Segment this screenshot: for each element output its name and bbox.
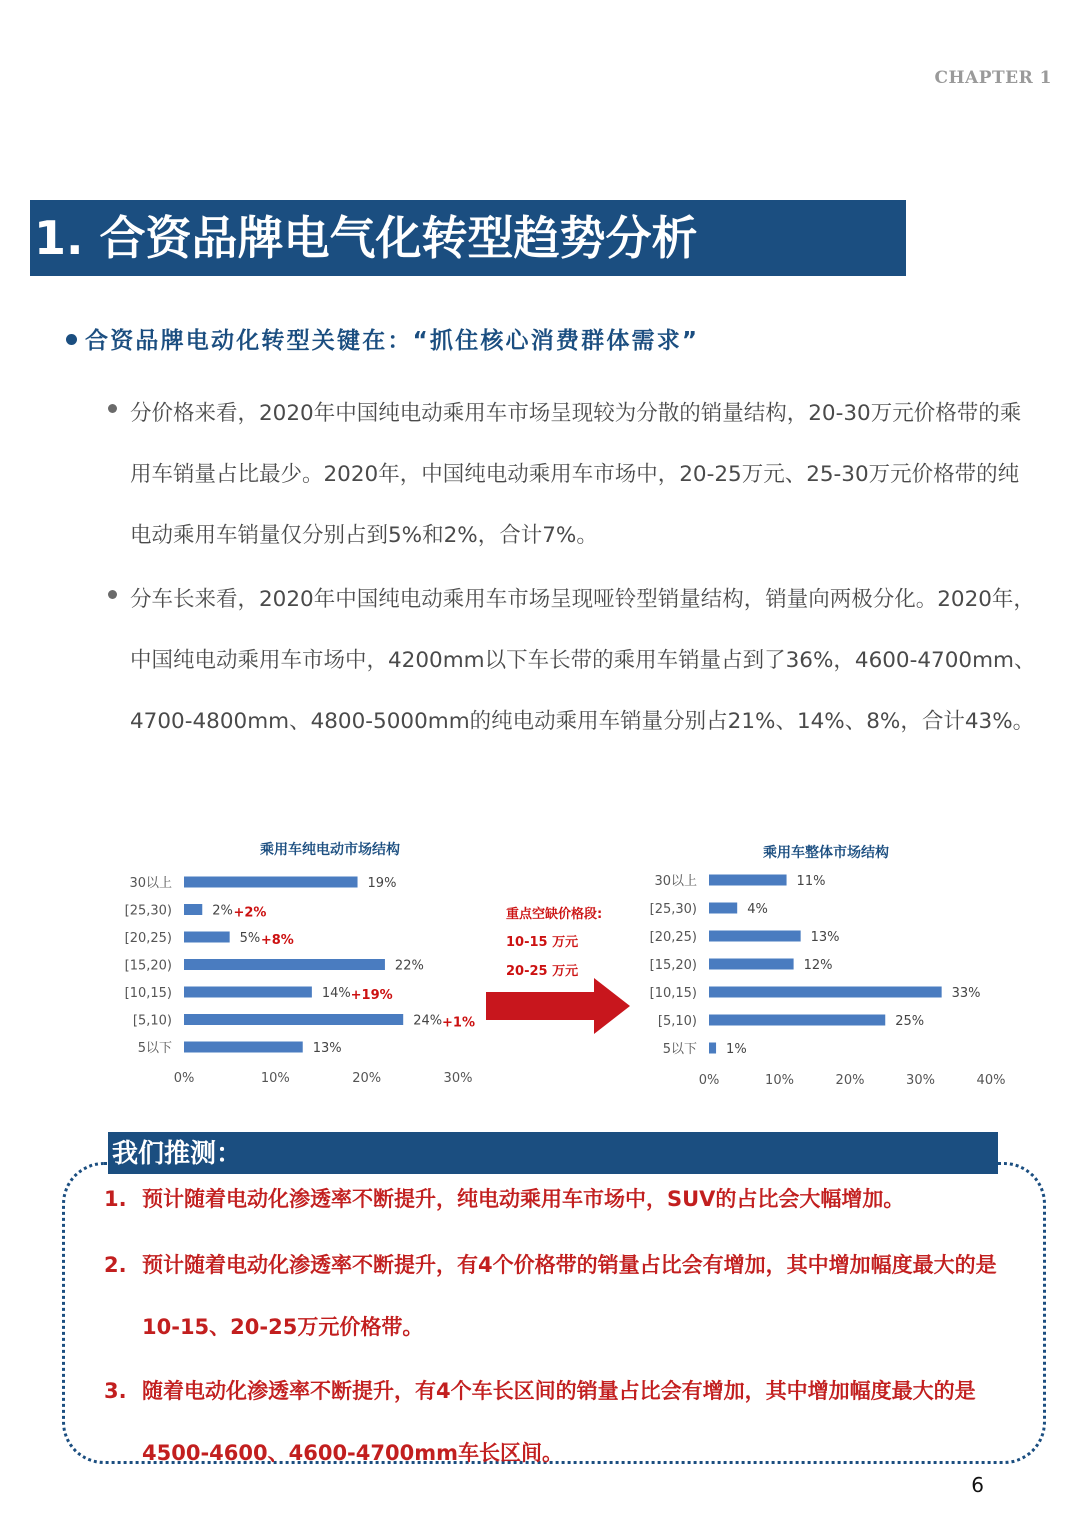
bullet-dot-icon [66, 334, 77, 345]
x-tick-label: 20% [835, 1073, 865, 1088]
bar [184, 987, 312, 998]
x-tick-label: 10% [765, 1073, 794, 1088]
key-point-heading [66, 322, 699, 355]
key-point-text: 合资品牌电动化转型关键在：“抓住核心消费群体需求” [85, 328, 700, 354]
change-annotation: +8% [260, 933, 294, 948]
bar [184, 1014, 403, 1025]
category-label: [5,10) [132, 1013, 172, 1029]
prediction-item [104, 1360, 1034, 1484]
x-tick-label: 30% [906, 1073, 935, 1088]
bar [184, 904, 202, 915]
chart-title: 乘用车纯电动市场结构 [260, 842, 400, 858]
page-title: 1. 合资品牌电气化转型趋势分析 [34, 211, 698, 265]
chapter-label: CHAPTER 1 [934, 68, 1052, 88]
bar [709, 1015, 885, 1026]
value-label: 11% [796, 874, 826, 889]
category-label: [20,25) [649, 930, 697, 945]
gap-note-label: 重点空缺价格段: [506, 907, 603, 922]
prediction-item [104, 1234, 1034, 1358]
value-label: 13% [810, 930, 840, 945]
bullet-price-text: 分价格来看，2020年中国纯电动乘用车市场呈现较为分散的销量结构，20-30万元价格带的乘用车销量占比最少。2020年，中国纯电动乘用车市场中，20-25万元、25-30万元价格带的纯电动乘用车销量仅分别占到5%和2%，合计7%。 [130, 401, 1022, 548]
category-label: 5以下 [662, 1042, 697, 1057]
bar [184, 1042, 303, 1053]
category-label: [15,20) [124, 958, 172, 974]
category-label: 30以上 [129, 876, 172, 891]
bar [184, 959, 385, 970]
value-label: 19% [367, 876, 397, 891]
overall-market-structure-chart [640, 834, 1020, 1094]
prediction-number: 2. [104, 1253, 127, 1277]
prediction-text: 预计随着电动化渗透率不断提升，有4个价格带的销量占比会有增加，其中增加幅度最大的是10-15、20-25万元价格带。 [142, 1253, 997, 1339]
category-label: 30以上 [654, 874, 697, 889]
value-label: 14% [321, 986, 351, 1001]
prediction-number: 1. [104, 1187, 127, 1211]
bar [709, 875, 787, 886]
gap-note-item: 20-25 万元 [506, 964, 579, 979]
bullet-price [108, 383, 1038, 566]
category-label: [25,30) [649, 902, 697, 917]
category-label: 5以下 [137, 1041, 172, 1056]
bar [709, 931, 801, 942]
value-label: 2% [212, 903, 233, 919]
category-label: [5,10) [657, 1014, 697, 1029]
x-tick-label: 40% [976, 1073, 1006, 1088]
bullet-icon [108, 404, 117, 413]
x-tick-label: 20% [352, 1071, 382, 1086]
value-label: 24% [413, 1013, 443, 1029]
bar [709, 987, 942, 998]
bar [184, 877, 358, 888]
value-label: 13% [312, 1041, 342, 1056]
right-arrow-icon [486, 978, 630, 1034]
page-number: 6 [971, 1473, 984, 1497]
value-label: 1% [726, 1042, 747, 1057]
value-label: 12% [803, 958, 833, 973]
category-label: [20,25) [124, 931, 172, 946]
prediction-number: 3. [104, 1379, 127, 1403]
x-tick-label: 0% [698, 1073, 720, 1088]
prediction-heading: 我们推测： [112, 1139, 243, 1169]
category-label: [10,15) [649, 986, 697, 1001]
change-annotation: +1% [442, 1015, 475, 1031]
bullet-length [108, 569, 1038, 752]
change-annotation: +2% [233, 905, 267, 921]
value-label: 4% [747, 902, 768, 917]
chart-title: 乘用车整体市场结构 [763, 845, 889, 861]
value-label: 33% [951, 986, 981, 1001]
category-label: [10,15) [124, 986, 172, 1001]
change-annotation: +19% [350, 988, 393, 1003]
category-label: [15,20) [649, 958, 697, 973]
gap-note-item: 10-15 万元 [506, 935, 579, 950]
prediction-text: 预计随着电动化渗透率不断提升，纯电动乘用车市场中，SUV的占比会大幅增加。 [142, 1187, 905, 1211]
prediction-item [104, 1168, 1034, 1230]
value-label: 5% [239, 931, 261, 946]
bar [709, 1043, 716, 1054]
x-tick-label: 10% [260, 1071, 290, 1086]
value-label: 22% [394, 958, 424, 974]
bar [184, 932, 230, 943]
prediction-text: 随着电动化渗透率不断提升，有4个车长区间的销量占比会有增加，其中增加幅度最大的是4500-4600、4600-4700mm车长区间。 [142, 1379, 976, 1465]
value-label: 25% [895, 1014, 925, 1029]
bullet-length-text: 分车长来看，2020年中国纯电动乘用车市场呈现哑铃型销量结构，销量向两极分化。2020年，中国纯电动乘用车市场中，4200mm以下车长带的乘用车销量占到了36%，4600-4700mm、4700-4800mm、4800-5000mm的纯电动乘用车销量分别占21%、14%、8%，合计43%。 [130, 587, 1036, 734]
x-tick-label: 0% [173, 1071, 195, 1086]
bullet-icon [108, 590, 117, 599]
bar [709, 959, 794, 970]
x-tick-label: 30% [443, 1071, 473, 1086]
category-label: [25,30) [124, 903, 172, 919]
ev-market-structure-chart [120, 834, 490, 1094]
bar [709, 903, 737, 914]
